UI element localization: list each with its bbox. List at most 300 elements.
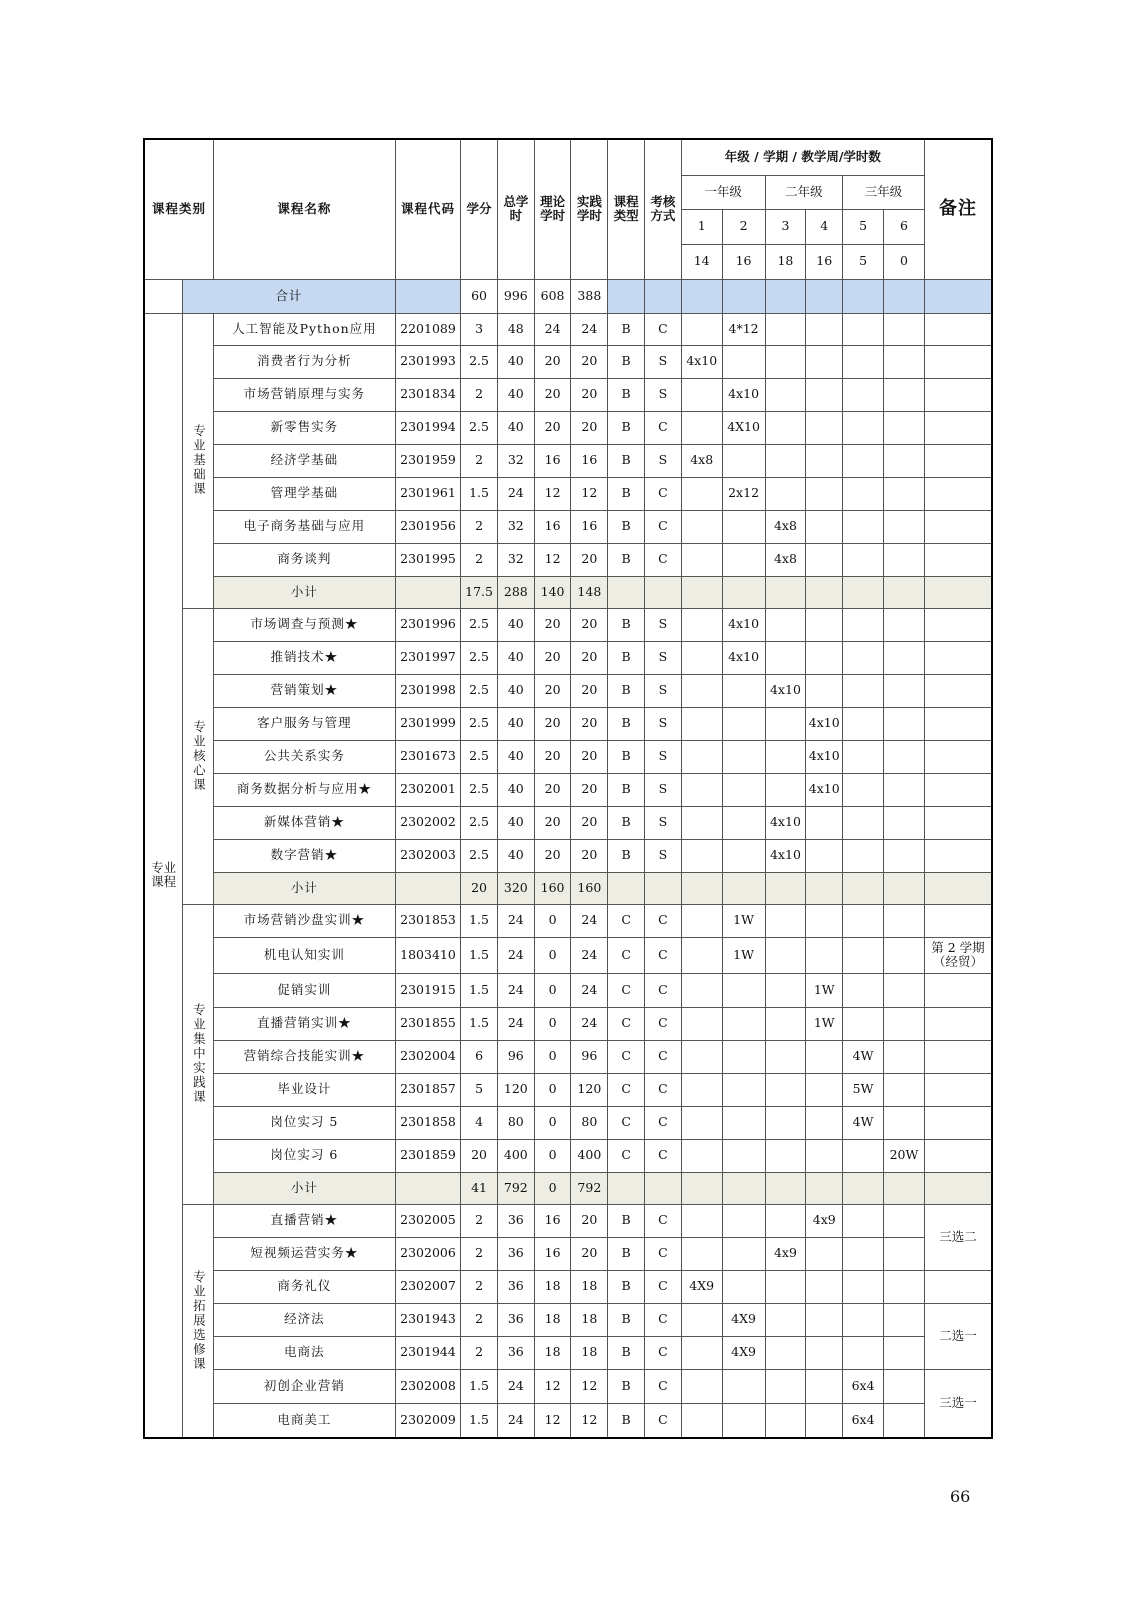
semester-hours — [884, 904, 925, 937]
semester-hours — [806, 1106, 843, 1139]
course-credit: 2.5 — [461, 411, 498, 444]
semester-hours — [765, 740, 806, 773]
blank-cell — [722, 279, 765, 313]
course-credit: 2 — [461, 378, 498, 411]
course-type: B — [608, 839, 645, 872]
course-remark — [924, 1007, 992, 1040]
semester-hours: 4x10 — [681, 345, 722, 378]
course-credit: 2 — [461, 444, 498, 477]
course-code: 2301834 — [395, 378, 460, 411]
semester-hours — [681, 313, 722, 345]
semester-hours: 1W — [722, 937, 765, 973]
course-practice-hours: 20 — [571, 806, 608, 839]
course-type: C — [608, 1073, 645, 1106]
semester-hours — [884, 773, 925, 806]
course-row — [144, 378, 992, 411]
semester-hours — [843, 345, 884, 378]
course-name: 经济学基础 — [213, 444, 395, 477]
semester-hours — [884, 411, 925, 444]
course-code: 2301944 — [395, 1336, 460, 1369]
blank-cell — [645, 872, 682, 904]
course-practice-hours: 20 — [571, 1237, 608, 1270]
semester-hours — [843, 1336, 884, 1369]
course-type: C — [608, 973, 645, 1007]
semester-hours — [681, 707, 722, 740]
course-code: 2302004 — [395, 1040, 460, 1073]
semester-hours — [681, 1204, 722, 1237]
course-practice-hours: 24 — [571, 937, 608, 973]
course-assessment: C — [645, 543, 682, 576]
semester-hours: 2x12 — [722, 477, 765, 510]
course-credit: 2.5 — [461, 707, 498, 740]
course-type: C — [608, 1040, 645, 1073]
semester-hours — [765, 1303, 806, 1336]
blank-cell — [884, 872, 925, 904]
semester-hours: 6x4 — [843, 1403, 884, 1438]
semester-hours: 4x8 — [681, 444, 722, 477]
course-assessment: S — [645, 608, 682, 641]
semester-hours — [681, 608, 722, 641]
course-type: B — [608, 313, 645, 345]
header-grade-1: 一年级 — [681, 175, 765, 209]
course-assessment: C — [645, 1237, 682, 1270]
semester-hours — [722, 707, 765, 740]
course-theory-hours: 16 — [534, 444, 571, 477]
course-remark — [924, 740, 992, 773]
course-name: 岗位实习 5 — [213, 1106, 395, 1139]
course-type: B — [608, 411, 645, 444]
course-type: B — [608, 378, 645, 411]
course-name: 市场营销原理与实务 — [213, 378, 395, 411]
course-remark — [924, 411, 992, 444]
header-semester: 2 — [722, 209, 765, 244]
header-weeks: 16 — [722, 244, 765, 279]
course-total-hours: 36 — [497, 1237, 534, 1270]
course-code: 2301673 — [395, 740, 460, 773]
semester-hours — [722, 839, 765, 872]
course-name: 毕业设计 — [213, 1073, 395, 1106]
course-code: 2301855 — [395, 1007, 460, 1040]
course-credit: 2 — [461, 1336, 498, 1369]
semester-hours — [681, 839, 722, 872]
course-remark — [924, 510, 992, 543]
course-code: 2302006 — [395, 1237, 460, 1270]
header-semester: 6 — [884, 209, 925, 244]
course-type: B — [608, 641, 645, 674]
header-grade-3: 三年级 — [843, 175, 925, 209]
blank-cell — [924, 576, 992, 608]
semester-hours — [722, 1073, 765, 1106]
course-row — [144, 1270, 992, 1303]
semester-hours — [843, 477, 884, 510]
semester-hours — [843, 608, 884, 641]
course-name: 机电认知实训 — [213, 937, 395, 973]
course-name: 电子商务基础与应用 — [213, 510, 395, 543]
course-total-hours: 40 — [497, 773, 534, 806]
semester-hours — [884, 641, 925, 674]
group-label: 专业核心课 — [183, 608, 214, 904]
course-assessment: S — [645, 707, 682, 740]
semester-hours — [884, 543, 925, 576]
semester-hours — [722, 773, 765, 806]
semester-hours — [765, 773, 806, 806]
course-theory-hours: 20 — [534, 641, 571, 674]
course-credit: 2.5 — [461, 608, 498, 641]
subtotal-total-hours: 320 — [497, 872, 534, 904]
course-type: C — [608, 1007, 645, 1040]
semester-hours — [765, 1073, 806, 1106]
subtotal-row — [144, 576, 992, 608]
semester-hours — [765, 904, 806, 937]
course-theory-hours: 16 — [534, 510, 571, 543]
course-total-hours: 24 — [497, 904, 534, 937]
group-label: 专业基础课 — [183, 313, 214, 608]
group-label: 专业拓展选修课 — [183, 1204, 214, 1438]
course-remark — [924, 608, 992, 641]
semester-hours — [681, 973, 722, 1007]
semester-hours — [765, 608, 806, 641]
course-practice-hours: 16 — [571, 444, 608, 477]
semester-hours — [884, 313, 925, 345]
course-name: 人工智能及Python应用 — [213, 313, 395, 345]
course-theory-hours: 20 — [534, 674, 571, 707]
course-name: 新媒体营销★ — [213, 806, 395, 839]
course-assessment: S — [645, 641, 682, 674]
header-semester: 5 — [843, 209, 884, 244]
semester-hours: 4x9 — [765, 1237, 806, 1270]
course-credit: 2.5 — [461, 773, 498, 806]
semester-hours — [681, 1336, 722, 1369]
semester-hours — [681, 806, 722, 839]
course-total-hours: 40 — [497, 740, 534, 773]
semester-hours — [843, 1139, 884, 1172]
semester-hours — [884, 378, 925, 411]
course-row — [144, 674, 992, 707]
course-assessment: C — [645, 411, 682, 444]
semester-hours — [765, 345, 806, 378]
semester-hours — [722, 1369, 765, 1403]
semester-hours — [681, 1040, 722, 1073]
semester-hours — [681, 1139, 722, 1172]
subtotal-row — [144, 1172, 992, 1204]
blank-cell — [681, 279, 722, 313]
course-row — [144, 1139, 992, 1172]
semester-hours — [681, 773, 722, 806]
semester-hours — [843, 973, 884, 1007]
course-schedule-table — [143, 138, 993, 1439]
course-theory-hours: 18 — [534, 1270, 571, 1303]
semester-hours — [681, 1073, 722, 1106]
course-type: C — [608, 937, 645, 973]
course-row — [144, 641, 992, 674]
semester-hours — [681, 1369, 722, 1403]
course-row — [144, 1040, 992, 1073]
course-total-hours: 24 — [497, 477, 534, 510]
course-assessment: C — [645, 1303, 682, 1336]
course-total-hours: 400 — [497, 1139, 534, 1172]
semester-hours — [843, 1237, 884, 1270]
course-row — [144, 1369, 992, 1403]
course-remark — [924, 1106, 992, 1139]
course-code: 2301961 — [395, 477, 460, 510]
course-theory-hours: 0 — [534, 1040, 571, 1073]
course-type: B — [608, 1270, 645, 1303]
course-credit: 5 — [461, 1073, 498, 1106]
course-practice-hours: 24 — [571, 973, 608, 1007]
semester-hours: 4x10 — [765, 806, 806, 839]
course-theory-hours: 20 — [534, 345, 571, 378]
semester-hours — [722, 1270, 765, 1303]
course-credit: 1.5 — [461, 904, 498, 937]
course-assessment: S — [645, 674, 682, 707]
course-practice-hours: 20 — [571, 1204, 608, 1237]
course-assessment: C — [645, 477, 682, 510]
semester-hours — [681, 477, 722, 510]
course-practice-hours: 16 — [571, 510, 608, 543]
semester-hours — [843, 839, 884, 872]
course-name: 电商法 — [213, 1336, 395, 1369]
course-practice-hours: 20 — [571, 641, 608, 674]
header-weeks: 16 — [806, 244, 843, 279]
course-practice-hours: 20 — [571, 378, 608, 411]
course-row — [144, 806, 992, 839]
course-name: 直播营销实训★ — [213, 1007, 395, 1040]
semester-hours — [843, 904, 884, 937]
semester-hours — [722, 674, 765, 707]
semester-hours — [843, 510, 884, 543]
blank-cell — [843, 576, 884, 608]
semester-hours — [765, 937, 806, 973]
blank-cell — [645, 279, 682, 313]
semester-hours — [681, 1237, 722, 1270]
course-total-hours: 40 — [497, 839, 534, 872]
course-type: B — [608, 740, 645, 773]
course-practice-hours: 400 — [571, 1139, 608, 1172]
blank-cell — [765, 872, 806, 904]
course-code: 2302005 — [395, 1204, 460, 1237]
semester-hours — [681, 510, 722, 543]
elective-note: 三选一 — [924, 1369, 992, 1438]
semester-hours — [722, 345, 765, 378]
header-total-hours: 总学时 — [497, 139, 534, 279]
course-credit: 2 — [461, 1270, 498, 1303]
course-type: C — [608, 1106, 645, 1139]
blank-cell — [884, 1172, 925, 1204]
header-semester: 3 — [765, 209, 806, 244]
course-theory-hours: 16 — [534, 1237, 571, 1270]
course-credit: 2.5 — [461, 641, 498, 674]
semester-hours — [722, 1403, 765, 1438]
semester-hours — [765, 1336, 806, 1369]
course-row — [144, 707, 992, 740]
course-remark — [924, 1139, 992, 1172]
main-category-label: 专业课程 — [144, 313, 183, 1438]
course-type: B — [608, 1369, 645, 1403]
course-practice-hours: 20 — [571, 839, 608, 872]
semester-hours: 4X9 — [722, 1336, 765, 1369]
course-code: 2301993 — [395, 345, 460, 378]
semester-hours — [806, 378, 843, 411]
course-type: B — [608, 510, 645, 543]
semester-hours: 4X9 — [681, 1270, 722, 1303]
course-code: 2301994 — [395, 411, 460, 444]
course-practice-hours: 20 — [571, 543, 608, 576]
course-total-hours: 32 — [497, 543, 534, 576]
course-practice-hours: 20 — [571, 740, 608, 773]
blank-cell — [681, 1172, 722, 1204]
course-name: 管理学基础 — [213, 477, 395, 510]
course-row — [144, 313, 992, 345]
course-practice-hours: 120 — [571, 1073, 608, 1106]
course-name: 市场营销沙盘实训★ — [213, 904, 395, 937]
course-assessment: C — [645, 1040, 682, 1073]
course-type: B — [608, 773, 645, 806]
subtotal-row — [144, 872, 992, 904]
course-practice-hours: 20 — [571, 773, 608, 806]
course-theory-hours: 20 — [534, 608, 571, 641]
course-code: 2302003 — [395, 839, 460, 872]
course-assessment: C — [645, 1007, 682, 1040]
blank-cell — [843, 279, 884, 313]
course-name: 营销策划★ — [213, 674, 395, 707]
course-assessment: C — [645, 1204, 682, 1237]
semester-hours — [806, 1303, 843, 1336]
course-practice-hours: 80 — [571, 1106, 608, 1139]
course-theory-hours: 0 — [534, 973, 571, 1007]
semester-hours — [765, 1270, 806, 1303]
header-weeks: 0 — [884, 244, 925, 279]
semester-hours — [806, 1139, 843, 1172]
course-type: B — [608, 674, 645, 707]
semester-hours — [681, 740, 722, 773]
course-practice-hours: 20 — [571, 674, 608, 707]
subtotal-total-hours: 288 — [497, 576, 534, 608]
blank-cell — [395, 576, 460, 608]
header-remarks: 备注 — [924, 139, 992, 279]
blank-cell — [608, 279, 645, 313]
semester-hours — [884, 973, 925, 1007]
course-remark — [924, 444, 992, 477]
semester-hours — [806, 1369, 843, 1403]
course-remark — [924, 674, 992, 707]
semester-hours — [806, 641, 843, 674]
semester-hours — [722, 1040, 765, 1073]
course-type: B — [608, 345, 645, 378]
header-schedule: 年级 / 学期 / 教学周/学时数 — [681, 139, 924, 175]
course-remark — [924, 345, 992, 378]
course-theory-hours: 20 — [534, 806, 571, 839]
course-remark — [924, 641, 992, 674]
course-credit: 2 — [461, 1204, 498, 1237]
course-theory-hours: 0 — [534, 1106, 571, 1139]
blank-cell — [843, 1172, 884, 1204]
semester-hours — [806, 444, 843, 477]
blank-cell — [806, 576, 843, 608]
course-name: 商务礼仪 — [213, 1270, 395, 1303]
semester-hours — [884, 937, 925, 973]
course-theory-hours: 18 — [534, 1336, 571, 1369]
page-number: 66 — [950, 1487, 971, 1506]
course-practice-hours: 96 — [571, 1040, 608, 1073]
course-row — [144, 1007, 992, 1040]
course-remark — [924, 839, 992, 872]
course-name: 初创企业营销 — [213, 1369, 395, 1403]
course-total-hours: 40 — [497, 411, 534, 444]
semester-hours — [884, 1303, 925, 1336]
course-practice-hours: 20 — [571, 411, 608, 444]
course-credit: 2 — [461, 1303, 498, 1336]
semester-hours — [806, 313, 843, 345]
course-name: 市场调查与预测★ — [213, 608, 395, 641]
semester-hours — [765, 1007, 806, 1040]
course-total-hours: 40 — [497, 707, 534, 740]
course-code: 2302008 — [395, 1369, 460, 1403]
course-row — [144, 1237, 992, 1270]
course-row — [144, 510, 992, 543]
subtotal-theory-hours: 140 — [534, 576, 571, 608]
semester-hours — [722, 740, 765, 773]
semester-hours — [681, 904, 722, 937]
semester-hours — [681, 1106, 722, 1139]
semester-hours: 1W — [806, 1007, 843, 1040]
course-total-hours: 36 — [497, 1336, 534, 1369]
course-theory-hours: 16 — [534, 1204, 571, 1237]
blank-cell — [608, 872, 645, 904]
semester-hours — [884, 1204, 925, 1237]
semester-hours — [884, 510, 925, 543]
course-assessment: C — [645, 1369, 682, 1403]
course-assessment: C — [645, 973, 682, 1007]
course-credit: 2 — [461, 543, 498, 576]
semester-hours — [765, 1403, 806, 1438]
semester-hours — [884, 1007, 925, 1040]
blank-cell — [645, 576, 682, 608]
course-type: B — [608, 1403, 645, 1438]
course-total-hours: 32 — [497, 510, 534, 543]
semester-hours — [722, 1204, 765, 1237]
semester-hours — [681, 378, 722, 411]
semester-hours — [765, 444, 806, 477]
semester-hours: 4x10 — [806, 773, 843, 806]
course-name: 电商美工 — [213, 1403, 395, 1438]
semester-hours — [884, 444, 925, 477]
semester-hours: 5W — [843, 1073, 884, 1106]
semester-hours — [681, 1303, 722, 1336]
semester-hours — [765, 973, 806, 1007]
blank-cell — [144, 279, 183, 313]
blank-cell — [395, 872, 460, 904]
header-category: 课程类别 — [144, 139, 213, 279]
course-practice-hours: 24 — [571, 904, 608, 937]
semester-hours: 4x8 — [765, 510, 806, 543]
blank-cell — [395, 1172, 460, 1204]
course-row — [144, 839, 992, 872]
course-code: 2301999 — [395, 707, 460, 740]
elective-note: 三选二 — [924, 1204, 992, 1270]
course-theory-hours: 12 — [534, 543, 571, 576]
semester-hours — [884, 345, 925, 378]
semester-hours — [884, 1040, 925, 1073]
subtotal-theory-hours: 160 — [534, 872, 571, 904]
semester-hours — [806, 1040, 843, 1073]
blank-cell — [924, 1270, 992, 1303]
course-remark — [924, 806, 992, 839]
course-total-hours: 24 — [497, 937, 534, 973]
course-total-hours: 80 — [497, 1106, 534, 1139]
semester-hours — [884, 1403, 925, 1438]
semester-hours: 4x10 — [722, 608, 765, 641]
course-name: 短视频运营实务★ — [213, 1237, 395, 1270]
